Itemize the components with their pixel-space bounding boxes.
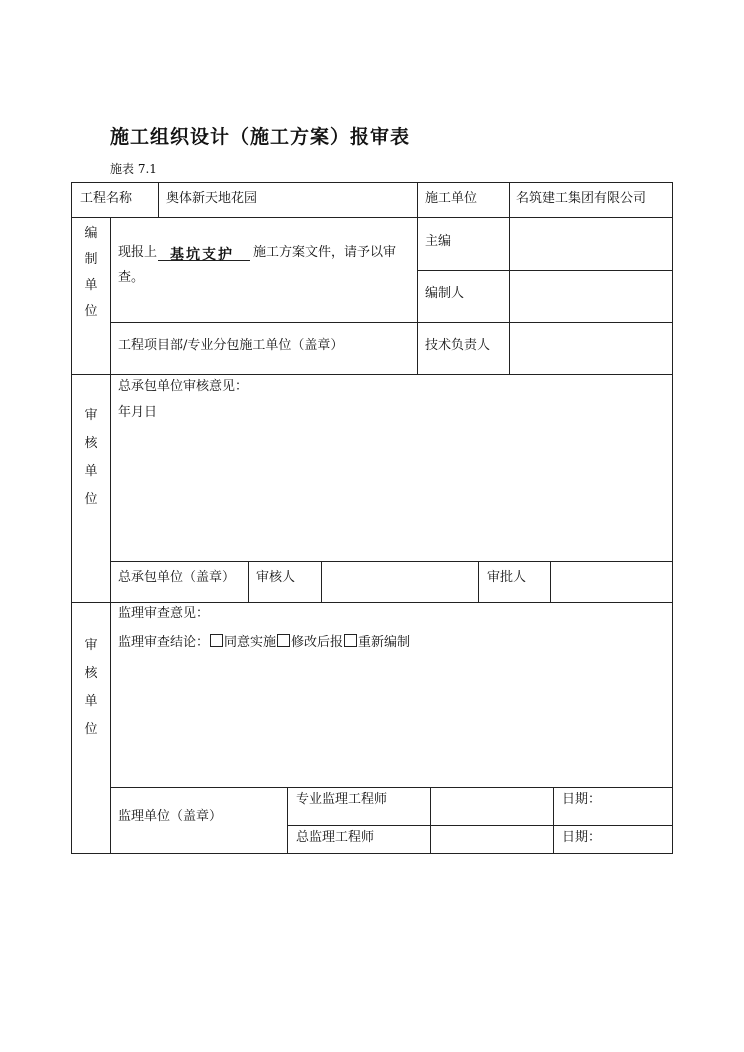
form-title: 施工组织设计（施工方案）报审表 [110, 126, 411, 148]
gc-seal-label: 总承包单位（盖章） [118, 570, 236, 585]
form-number: 施表 7.1 [110, 162, 157, 176]
project-name-label: 工程名称 [80, 191, 133, 206]
reviewer-label: 审核人 [256, 570, 296, 585]
review-section-label-2: 审 核 单 位 [84, 638, 98, 737]
option-revise-label: 修改后报 [291, 635, 344, 650]
plan-name-fill: 基坑支护 [158, 243, 250, 261]
chief-editor-label: 主编 [425, 234, 452, 249]
gc-date-line: 年月日 [118, 405, 158, 420]
option-redo-checkbox[interactable] [344, 634, 357, 647]
supervision-conclusion [118, 634, 410, 649]
option-approve-label: 同意实施 [224, 635, 277, 650]
option-redo-label: 重新编制 [358, 635, 411, 650]
option-approve-checkbox[interactable] [210, 634, 223, 647]
supervision-opinion-label: 监理审查意见： [118, 606, 210, 621]
contractor-value: 名筑建工集团有限公司 [516, 191, 647, 206]
submit-text-after: 施工方案文件，请予以审 [253, 245, 397, 260]
approver-label: 审批人 [487, 570, 527, 585]
date-label-1: 日期： [562, 792, 602, 807]
conclusion-label: 监理审查结论： [118, 635, 210, 650]
chief-engineer-label: 总监理工程师 [296, 830, 375, 845]
project-name-value: 奥体新天地花园 [166, 191, 258, 206]
compile-section-label: 编 制 单 位 [84, 226, 98, 319]
contractor-label: 施工单位 [425, 191, 478, 206]
tech-lead-label: 技术负责人 [425, 338, 491, 353]
specialty-engineer-label: 专业监理工程师 [296, 792, 388, 807]
submit-text-end: 查。 [118, 270, 145, 285]
supervision-seal-label: 监理单位（盖章） [118, 809, 223, 824]
project-dept-seal-label: 工程项目部/专业分包施工单位（盖章） [118, 338, 344, 353]
compiler-label: 编制人 [425, 286, 465, 301]
gc-opinion-label: 总承包单位审核意见： [118, 379, 249, 394]
review-section-label-1: 审 核 单 位 [84, 408, 98, 507]
option-revise-checkbox[interactable] [277, 634, 290, 647]
submit-text-before: 现报上 [118, 245, 158, 260]
date-label-2: 日期： [562, 830, 602, 845]
